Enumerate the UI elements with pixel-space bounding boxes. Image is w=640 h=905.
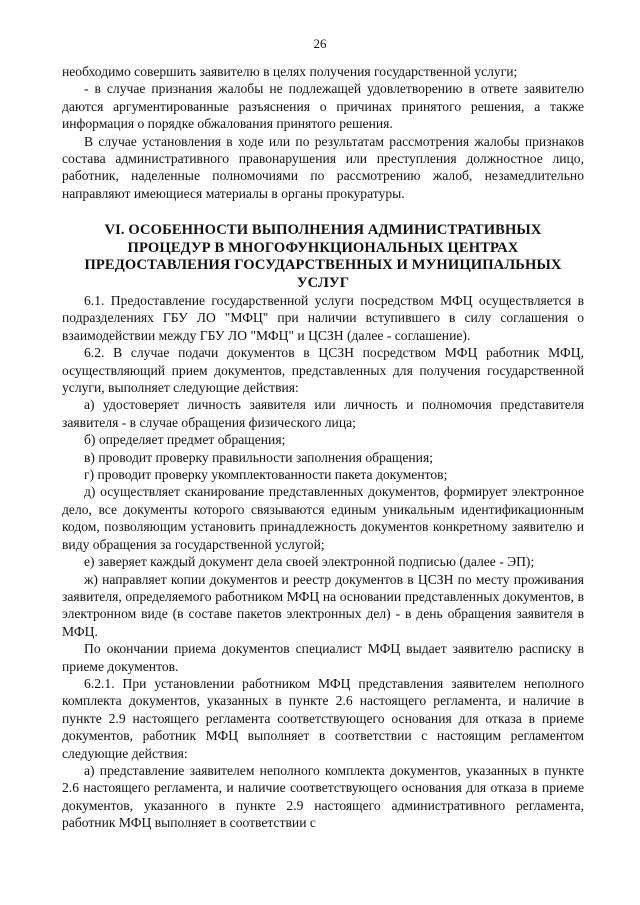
paragraph: г) проводит проверку укомплектованности пакета документов; <box>84 467 448 483</box>
section-heading: VI. ОСОБЕННОСТИ ВЫПОЛНЕНИЯ АДМИНИСТРАТИВНЫХ ПРОЦЕДУР В МНОГОФУНКЦИОНАЛЬНЫХ ЦЕНТРАХ ПРЕДОСТАВЛЕНИЯ ГОСУДАРСТВЕННЫХ И МУНИЦИПАЛЬНЫХ УСЛУГ <box>84 222 562 291</box>
page-number: 26 <box>313 36 327 51</box>
paragraph: ж) направляет копии документов и реестр документов в ЦСЗН по месту проживания заявителя, определяемого работником МФЦ на основании представленных документов, в электронном виде (в составе пакетов электронных дел) - в день обращения заявителя в МФЦ. <box>62 571 584 639</box>
paragraph: а) представление заявителем неполного комплекта документов, указанных в пункте 2.6 настоящего регламента, и наличие соответствующего основания для отказа в приеме документов, указанного в пункте 2.9 настоящего административного регламента, работник МФЦ выполняет в соответствии с <box>62 762 584 831</box>
paragraph: 6.1. Предоставление государственной услуги посредством МФЦ осуществляется в подразделениях ГБУ ЛО "МФЦ" при наличии вступившего в силу соглашения о взаимодействии между ГБУ ЛО "МФЦ" и ЦСЗН (далее - соглашение). <box>62 293 584 343</box>
paragraph: По окончании приема документов специалист МФЦ выдает заявителю расписку в приеме документов. <box>62 641 584 674</box>
paragraph: б) определяет предмет обращения; <box>84 432 286 448</box>
paragraph: в) проводит проверку правильности заполнения обращения; <box>84 449 433 465</box>
paragraph: В случае установления в ходе или по результатам рассмотрения жалобы признаков состава административного правонарушения или преступления должностное лицо, работник, наделенные полномочиями по рассмотрению жалоб, незамедлительно направляют имеющиеся материалы в органы прокуратуры. <box>62 133 584 201</box>
paragraph: 6.2.1. При установлении работником МФЦ представления заявителем неполного комплекта документов, указанных в пункте 2.6 настоящего регламента, и наличие в пункте 2.9 настоящего регламента соответствующего основания для отказа в приеме документов, работник МФЦ выполняет в соответствии с настоящим регламентом следующие действия: <box>62 675 584 761</box>
intro-section <box>62 63 584 202</box>
body-section <box>62 292 584 832</box>
paragraph: - в случае признания жалобы не подлежащей удовлетворению в ответе заявителю даются аргументированные разъяснения о причинах принятого решения, а также информация о порядке обжалования принятого решения. <box>62 81 584 132</box>
paragraph: е) заверяет каждый документ дела своей электронной подписью (далее - ЭП); <box>84 554 535 570</box>
paragraph: д) осуществляет сканирование представленных документов, формирует электронное дело, все документы которого связываются единым уникальным идентификационным кодом, позволяющим установить принадлежность документов конкретному заявителю и виду обращения за государственной услугой; <box>62 484 584 552</box>
paragraph: 6.2. В случае подачи документов в ЦСЗН посредством МФЦ работник МФЦ, осуществляющий прием документов, представленных для получения государственной услуги, выполняет следующие действия: <box>62 345 584 396</box>
paragraph: а) удостоверяет личность заявителя или личность и полномочия представителя заявителя - в случае обращения физического лица; <box>62 397 584 430</box>
paragraph: необходимо совершить заявителю в целях получения государственной услуги; <box>62 64 518 79</box>
section-heading-block <box>62 222 584 292</box>
